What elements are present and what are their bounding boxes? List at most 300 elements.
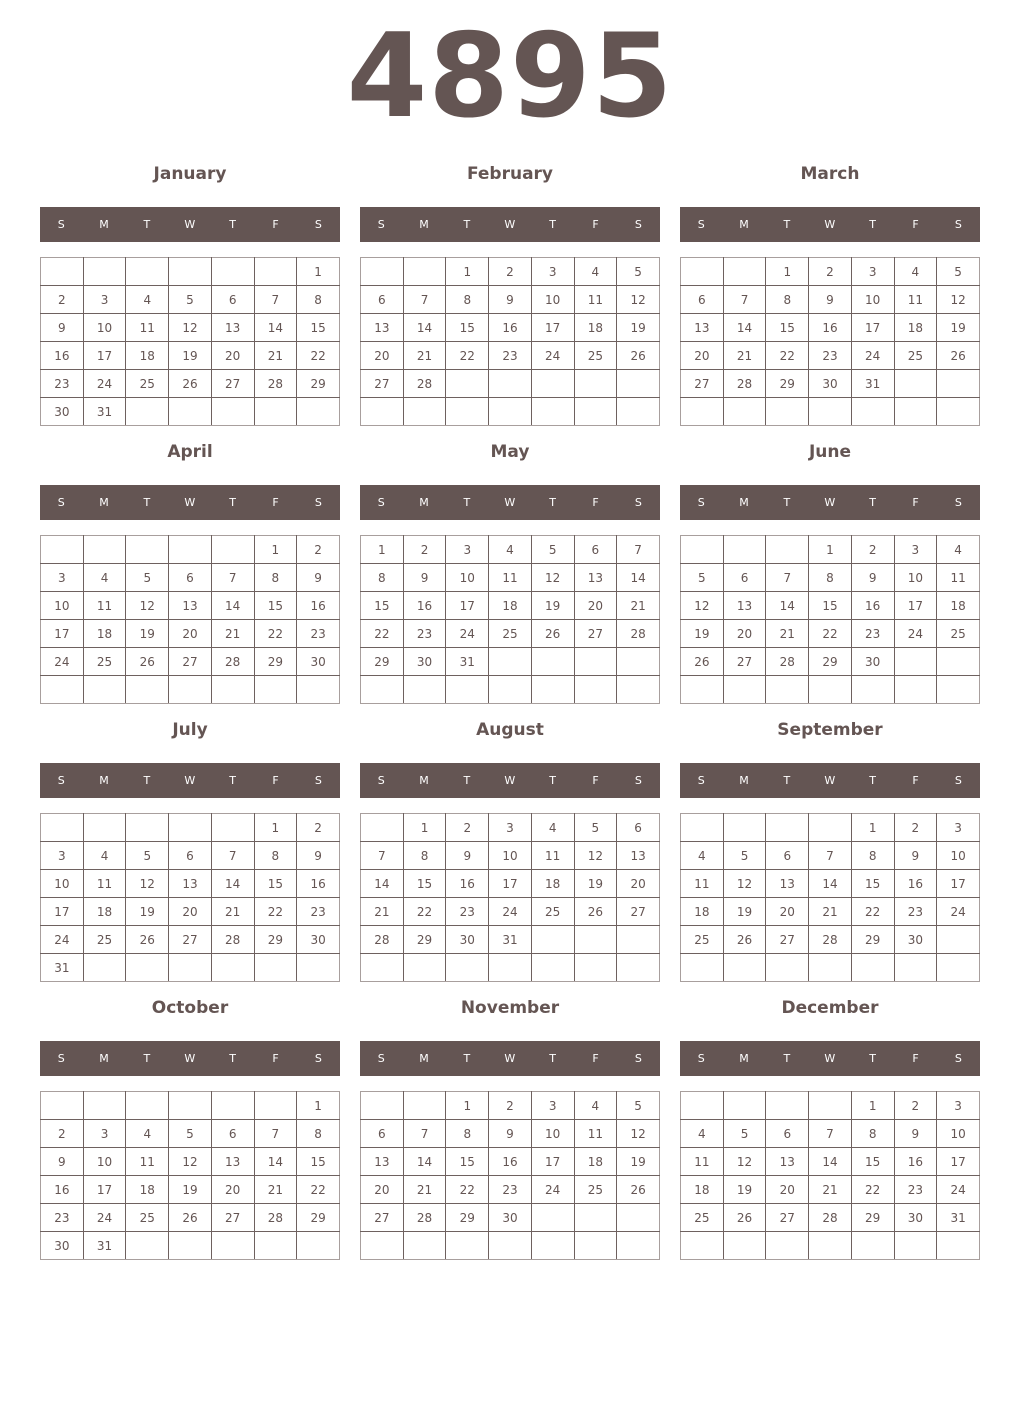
- week-row: [41, 370, 340, 398]
- month-title: August: [476, 720, 544, 740]
- day-cell: 19: [937, 314, 980, 342]
- day-cell: 28: [723, 370, 766, 398]
- day-cell: 4: [126, 1120, 169, 1148]
- day-cell: 3: [83, 1120, 126, 1148]
- day-cell: 4: [681, 842, 724, 870]
- day-cell: 22: [851, 898, 894, 926]
- day-cell: 23: [297, 898, 340, 926]
- day-cell: 11: [574, 1120, 617, 1148]
- day-cell: 14: [254, 1148, 297, 1176]
- day-cell: 9: [297, 564, 340, 592]
- day-cell: 4: [681, 1120, 724, 1148]
- weekday-header: [40, 763, 340, 798]
- day-cell: 1: [361, 536, 404, 564]
- day-cell: 19: [574, 870, 617, 898]
- day-cell: 17: [489, 870, 532, 898]
- day-cell: 3: [851, 258, 894, 286]
- day-cell: 16: [297, 592, 340, 620]
- weekday-label: T: [229, 218, 237, 231]
- day-cell: 28: [254, 1204, 297, 1232]
- day-cell: 18: [894, 314, 937, 342]
- day-cell: 3: [489, 814, 532, 842]
- day-cell: 6: [211, 286, 254, 314]
- day-cell: 17: [531, 314, 574, 342]
- day-cell: 15: [254, 592, 297, 620]
- day-grid: [360, 257, 660, 426]
- weekday-label: M: [739, 774, 750, 787]
- weekday-label: T: [549, 218, 557, 231]
- day-cell: 19: [169, 342, 212, 370]
- weekday-label: S: [954, 1052, 963, 1065]
- day-cell: [723, 1232, 766, 1260]
- day-cell: [126, 1232, 169, 1260]
- day-cell: 31: [489, 926, 532, 954]
- week-row: [361, 370, 660, 398]
- day-cell: 11: [531, 842, 574, 870]
- day-cell: 26: [169, 370, 212, 398]
- week-row: [41, 258, 340, 286]
- day-cell: 22: [446, 1176, 489, 1204]
- weekday-label: T: [229, 496, 237, 509]
- day-cell: 20: [681, 342, 724, 370]
- day-cell: 7: [403, 286, 446, 314]
- weekday-label: S: [697, 496, 706, 509]
- day-cell: 13: [361, 1148, 404, 1176]
- day-cell: 23: [851, 620, 894, 648]
- day-cell: 29: [809, 648, 852, 676]
- day-cell: [809, 814, 852, 842]
- day-cell: [617, 1204, 660, 1232]
- day-cell: 2: [41, 1120, 84, 1148]
- week-row: [41, 592, 340, 620]
- week-row: [681, 926, 980, 954]
- day-cell: [851, 954, 894, 982]
- day-cell: [851, 1232, 894, 1260]
- day-cell: 18: [489, 592, 532, 620]
- weekday-header: [680, 763, 980, 798]
- day-cell: [723, 398, 766, 426]
- day-cell: 7: [809, 1120, 852, 1148]
- day-cell: [361, 814, 404, 842]
- week-row: [681, 314, 980, 342]
- day-cell: 15: [851, 870, 894, 898]
- weekday-label: T: [229, 774, 237, 787]
- weekday-label: T: [549, 1052, 557, 1065]
- weekday-label: S: [697, 218, 706, 231]
- day-cell: 27: [766, 1204, 809, 1232]
- day-cell: [574, 1204, 617, 1232]
- day-cell: 22: [254, 620, 297, 648]
- day-cell: 10: [937, 842, 980, 870]
- day-cell: 14: [403, 1148, 446, 1176]
- day-cell: 28: [403, 370, 446, 398]
- day-cell: [126, 954, 169, 982]
- day-cell: 5: [723, 842, 766, 870]
- day-cell: [894, 1232, 937, 1260]
- day-cell: [83, 258, 126, 286]
- day-grid: [680, 535, 980, 704]
- day-cell: 28: [617, 620, 660, 648]
- day-cell: [41, 814, 84, 842]
- weekday-label: S: [697, 1052, 706, 1065]
- week-row: [41, 1176, 340, 1204]
- day-cell: [723, 814, 766, 842]
- day-cell: 24: [851, 342, 894, 370]
- day-cell: 14: [723, 314, 766, 342]
- day-cell: 7: [617, 536, 660, 564]
- day-cell: 10: [851, 286, 894, 314]
- day-cell: 29: [254, 926, 297, 954]
- month-title: January: [153, 164, 227, 184]
- day-cell: 9: [41, 1148, 84, 1176]
- day-cell: [297, 676, 340, 704]
- weekday-label: W: [184, 1052, 196, 1065]
- day-cell: [211, 1092, 254, 1120]
- day-cell: 11: [681, 870, 724, 898]
- day-cell: [126, 258, 169, 286]
- day-cell: 20: [766, 1176, 809, 1204]
- week-row: [681, 564, 980, 592]
- weekday-label: M: [99, 1052, 110, 1065]
- weekday-label: T: [463, 774, 471, 787]
- day-cell: 20: [169, 898, 212, 926]
- weekday-header: [360, 763, 660, 798]
- day-cell: [574, 1232, 617, 1260]
- day-cell: [83, 814, 126, 842]
- day-cell: 17: [531, 1148, 574, 1176]
- day-cell: 4: [894, 258, 937, 286]
- day-cell: 2: [41, 286, 84, 314]
- weekday-label: M: [419, 218, 430, 231]
- day-cell: 24: [894, 620, 937, 648]
- day-cell: 27: [169, 648, 212, 676]
- day-cell: 31: [851, 370, 894, 398]
- day-cell: 7: [403, 1120, 446, 1148]
- day-cell: 30: [297, 926, 340, 954]
- day-cell: 25: [574, 342, 617, 370]
- week-row: [41, 870, 340, 898]
- week-row: [361, 898, 660, 926]
- week-row: [681, 592, 980, 620]
- weekday-label: M: [99, 774, 110, 787]
- day-cell: 24: [937, 898, 980, 926]
- day-cell: 4: [531, 814, 574, 842]
- day-cell: 22: [446, 342, 489, 370]
- day-cell: 18: [681, 898, 724, 926]
- day-cell: [126, 814, 169, 842]
- day-cell: 8: [254, 564, 297, 592]
- day-cell: 10: [83, 314, 126, 342]
- day-cell: [41, 258, 84, 286]
- day-cell: 24: [531, 342, 574, 370]
- week-row: [361, 398, 660, 426]
- day-cell: 24: [937, 1176, 980, 1204]
- day-cell: 18: [937, 592, 980, 620]
- day-cell: 31: [937, 1204, 980, 1232]
- day-cell: 26: [169, 1204, 212, 1232]
- month-title: November: [460, 998, 560, 1018]
- day-cell: 14: [766, 592, 809, 620]
- day-cell: 3: [446, 536, 489, 564]
- day-cell: 10: [41, 592, 84, 620]
- day-cell: 9: [297, 842, 340, 870]
- day-cell: 18: [83, 898, 126, 926]
- day-cell: 21: [211, 620, 254, 648]
- day-cell: 10: [489, 842, 532, 870]
- day-cell: 6: [361, 1120, 404, 1148]
- day-cell: [531, 1232, 574, 1260]
- weekday-label: T: [463, 1052, 471, 1065]
- weekday-label: T: [143, 774, 151, 787]
- day-cell: [446, 954, 489, 982]
- weekday-label: S: [314, 218, 323, 231]
- weekday-label: M: [739, 218, 750, 231]
- weekday-label: M: [419, 496, 430, 509]
- day-cell: [574, 926, 617, 954]
- day-cell: [83, 676, 126, 704]
- day-cell: [254, 258, 297, 286]
- day-cell: 12: [723, 1148, 766, 1176]
- day-cell: 31: [83, 398, 126, 426]
- day-cell: 19: [617, 314, 660, 342]
- day-cell: 8: [446, 286, 489, 314]
- week-row: [41, 648, 340, 676]
- day-cell: [446, 398, 489, 426]
- weekday-label: W: [824, 774, 836, 787]
- day-grid: [680, 1091, 980, 1260]
- day-cell: 2: [489, 1092, 532, 1120]
- day-cell: 16: [809, 314, 852, 342]
- weekday-label: S: [57, 774, 66, 787]
- week-row: [361, 342, 660, 370]
- day-cell: 15: [297, 314, 340, 342]
- day-grid: [360, 813, 660, 982]
- weekday-label: W: [824, 496, 836, 509]
- day-cell: 25: [126, 370, 169, 398]
- day-cell: 25: [574, 1176, 617, 1204]
- day-cell: 26: [617, 1176, 660, 1204]
- day-cell: 26: [617, 342, 660, 370]
- day-cell: 15: [403, 870, 446, 898]
- day-cell: 12: [723, 870, 766, 898]
- day-cell: 3: [937, 1092, 980, 1120]
- day-cell: 20: [361, 1176, 404, 1204]
- month-title: September: [777, 720, 883, 740]
- week-row: [361, 926, 660, 954]
- day-cell: 23: [894, 1176, 937, 1204]
- day-cell: 14: [211, 870, 254, 898]
- week-row: [41, 898, 340, 926]
- day-cell: [211, 536, 254, 564]
- week-row: [361, 1176, 660, 1204]
- day-cell: 25: [531, 898, 574, 926]
- day-cell: 19: [169, 1176, 212, 1204]
- day-cell: 20: [766, 898, 809, 926]
- day-cell: 5: [126, 842, 169, 870]
- day-cell: 1: [766, 258, 809, 286]
- day-cell: 7: [211, 842, 254, 870]
- day-cell: 15: [809, 592, 852, 620]
- day-cell: 9: [809, 286, 852, 314]
- weekday-label: T: [463, 496, 471, 509]
- day-cell: 10: [531, 286, 574, 314]
- weekday-label: T: [783, 774, 791, 787]
- day-cell: 29: [297, 1204, 340, 1232]
- day-cell: 1: [851, 1092, 894, 1120]
- weekday-label: W: [504, 1052, 516, 1065]
- day-cell: 8: [403, 842, 446, 870]
- day-cell: 19: [723, 898, 766, 926]
- day-cell: 4: [83, 842, 126, 870]
- day-cell: 15: [851, 1148, 894, 1176]
- day-cell: 5: [574, 814, 617, 842]
- day-cell: 9: [851, 564, 894, 592]
- month-title: October: [151, 998, 229, 1018]
- weekday-label: W: [824, 1052, 836, 1065]
- day-cell: [169, 676, 212, 704]
- day-cell: 27: [211, 370, 254, 398]
- day-cell: 14: [403, 314, 446, 342]
- week-row: [681, 1120, 980, 1148]
- day-cell: [126, 676, 169, 704]
- day-cell: 13: [617, 842, 660, 870]
- day-cell: 17: [83, 1176, 126, 1204]
- day-cell: 17: [937, 870, 980, 898]
- day-cell: [809, 1092, 852, 1120]
- day-cell: 26: [681, 648, 724, 676]
- day-cell: [169, 814, 212, 842]
- day-cell: 20: [211, 1176, 254, 1204]
- day-cell: 23: [894, 898, 937, 926]
- day-grid: [40, 257, 340, 426]
- day-grid: [360, 535, 660, 704]
- day-cell: 6: [723, 564, 766, 592]
- day-cell: 30: [403, 648, 446, 676]
- day-cell: [809, 1232, 852, 1260]
- weekday-label: S: [954, 496, 963, 509]
- day-cell: [254, 1232, 297, 1260]
- day-cell: 18: [126, 342, 169, 370]
- day-cell: 26: [126, 926, 169, 954]
- day-cell: 6: [169, 842, 212, 870]
- day-cell: [297, 398, 340, 426]
- day-grid: [40, 535, 340, 704]
- day-cell: 13: [211, 314, 254, 342]
- day-cell: 25: [937, 620, 980, 648]
- week-row: [41, 926, 340, 954]
- day-cell: 28: [809, 926, 852, 954]
- day-cell: 10: [83, 1148, 126, 1176]
- day-cell: 22: [851, 1176, 894, 1204]
- day-cell: 30: [894, 1204, 937, 1232]
- day-cell: 5: [531, 536, 574, 564]
- day-cell: [809, 398, 852, 426]
- week-row: [681, 1148, 980, 1176]
- day-cell: 27: [723, 648, 766, 676]
- day-cell: [681, 1092, 724, 1120]
- day-cell: 19: [126, 898, 169, 926]
- day-cell: 28: [809, 1204, 852, 1232]
- weekday-label: S: [314, 774, 323, 787]
- month-title: July: [172, 720, 208, 740]
- weekday-label: M: [739, 496, 750, 509]
- day-cell: 8: [809, 564, 852, 592]
- day-cell: 19: [126, 620, 169, 648]
- day-cell: 14: [809, 870, 852, 898]
- day-cell: 1: [809, 536, 852, 564]
- day-cell: 16: [894, 1148, 937, 1176]
- day-cell: 29: [254, 648, 297, 676]
- day-cell: 2: [403, 536, 446, 564]
- weekday-label: W: [824, 218, 836, 231]
- day-cell: 16: [403, 592, 446, 620]
- day-cell: [83, 954, 126, 982]
- day-cell: 20: [617, 870, 660, 898]
- day-cell: 25: [83, 926, 126, 954]
- day-cell: 3: [531, 1092, 574, 1120]
- week-row: [681, 1232, 980, 1260]
- day-cell: 23: [297, 620, 340, 648]
- day-cell: 29: [851, 1204, 894, 1232]
- day-cell: [809, 676, 852, 704]
- day-cell: [574, 370, 617, 398]
- day-cell: 21: [809, 1176, 852, 1204]
- day-cell: 5: [937, 258, 980, 286]
- weekday-label: T: [463, 218, 471, 231]
- week-row: [41, 398, 340, 426]
- day-cell: [766, 676, 809, 704]
- day-cell: 1: [446, 1092, 489, 1120]
- day-cell: [169, 954, 212, 982]
- weekday-label: T: [869, 1052, 877, 1065]
- day-cell: [211, 1232, 254, 1260]
- day-cell: [681, 258, 724, 286]
- week-row: [41, 564, 340, 592]
- day-cell: 12: [617, 286, 660, 314]
- week-row: [681, 676, 980, 704]
- day-cell: 12: [574, 842, 617, 870]
- day-cell: 28: [403, 1204, 446, 1232]
- day-cell: 1: [297, 1092, 340, 1120]
- day-cell: [403, 954, 446, 982]
- day-cell: 20: [574, 592, 617, 620]
- day-cell: 29: [766, 370, 809, 398]
- day-cell: [766, 814, 809, 842]
- day-cell: 31: [41, 954, 84, 982]
- day-cell: 28: [766, 648, 809, 676]
- day-cell: 19: [617, 1148, 660, 1176]
- week-row: [361, 1232, 660, 1260]
- day-cell: [489, 370, 532, 398]
- day-cell: [766, 1232, 809, 1260]
- weekday-header: [360, 207, 660, 242]
- day-cell: 8: [446, 1120, 489, 1148]
- day-cell: [254, 676, 297, 704]
- day-cell: 18: [574, 314, 617, 342]
- day-cell: [723, 954, 766, 982]
- week-row: [41, 1204, 340, 1232]
- day-cell: 24: [41, 926, 84, 954]
- day-cell: 15: [446, 314, 489, 342]
- day-cell: [211, 398, 254, 426]
- day-cell: [937, 926, 980, 954]
- day-cell: [446, 370, 489, 398]
- day-cell: [446, 1232, 489, 1260]
- day-cell: [403, 1232, 446, 1260]
- day-cell: 14: [211, 592, 254, 620]
- day-cell: 8: [361, 564, 404, 592]
- day-cell: 22: [254, 898, 297, 926]
